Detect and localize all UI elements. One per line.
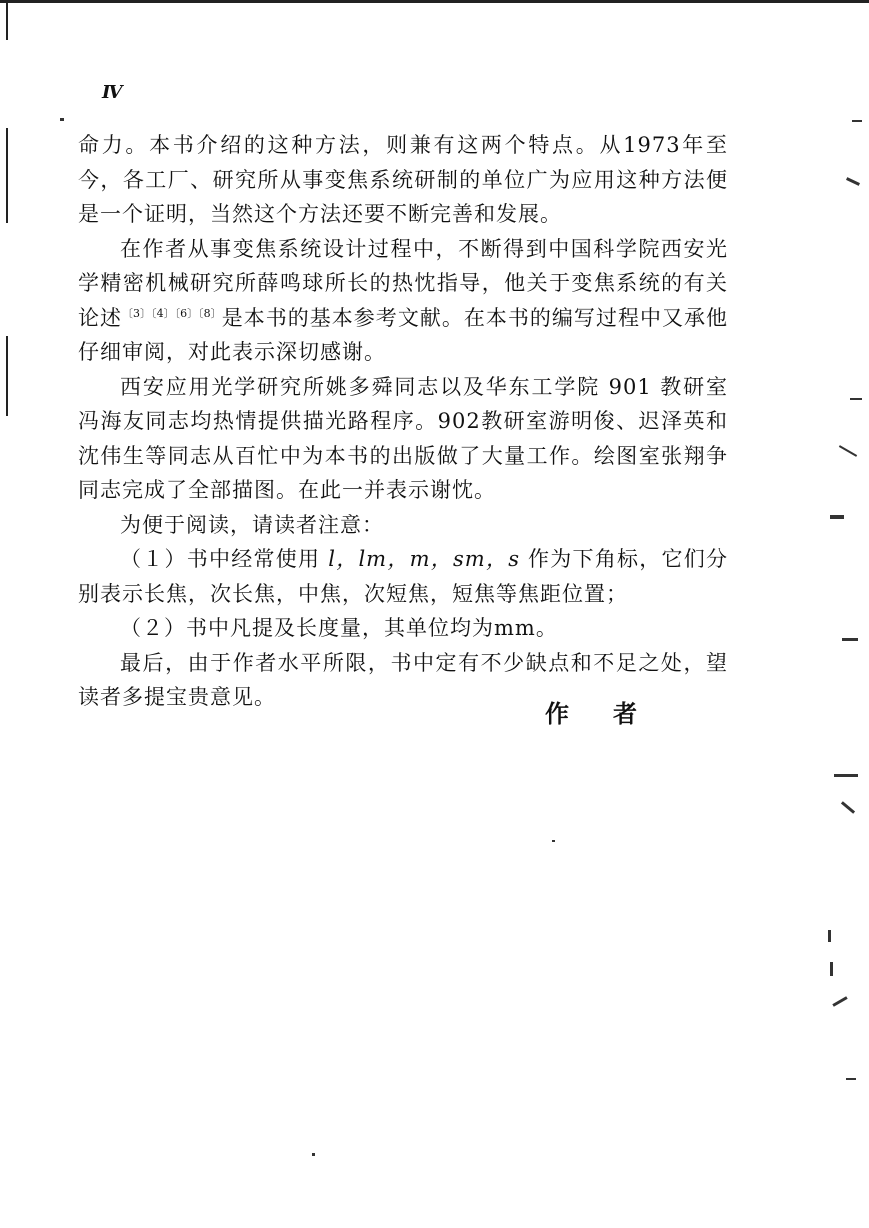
scan-artifact <box>852 120 862 122</box>
notice-item-2: （２）书中凡提及长度量，其单位均为mm。 <box>120 616 558 640</box>
reference-citations: 〔3〕〔4〕〔6〕〔8〕 <box>122 306 222 320</box>
scan-artifact <box>830 962 833 976</box>
scan-artifact <box>830 515 844 519</box>
preface-body <box>78 128 728 715</box>
scan-artifact <box>850 398 862 400</box>
paragraph-reader-notice: 为便于阅读，请读者注意： <box>120 512 384 537</box>
paragraph-text: 作为下角标，它们分别表示长焦，次长焦，中焦，次短焦，短焦等焦距位置； <box>78 547 728 606</box>
scan-margin-line <box>6 336 8 416</box>
scan-artifact <box>312 1153 315 1156</box>
scan-margin-line <box>6 0 8 40</box>
scan-artifact <box>828 930 831 942</box>
scan-artifact <box>846 177 860 186</box>
scan-artifact <box>832 996 847 1007</box>
scan-margin-line <box>6 128 8 223</box>
notice-item-1 <box>78 542 728 611</box>
paragraph-acknowledgement-xue <box>78 232 728 370</box>
scan-artifact <box>841 801 855 814</box>
paragraph-acknowledgement-colleagues: 西安应用光学研究所姚多舜同志以及华东工学院 901 教研室冯海友同志均热情提供描光路程序。902教研室游明俊、迟泽英和沈伟生等同志从百忙中为本书的出版做了大量工作。绘图室张翔争同志完成了全部描图。在此一并表示谢忱。 <box>78 374 728 502</box>
subscript-symbols: l，lm，m，sm，s <box>328 547 521 571</box>
paragraph-closing: 最后，由于作者水平所限，书中定有不少缺点和不足之处，望读者多提宝贵意见。 <box>78 650 728 709</box>
scan-artifact <box>842 638 858 641</box>
scan-artifact <box>552 840 555 842</box>
scan-artifact <box>834 774 858 777</box>
scan-artifact <box>839 445 857 457</box>
page-top-border <box>0 0 869 3</box>
scan-artifact <box>846 1078 856 1080</box>
paragraph-text: 在作者从事变焦系统设计过程中，不断得到中国科学院西安光学精密机械研究所薛鸣球所长的热忱指导，他关于变焦系统的有关论述 <box>78 236 728 330</box>
scan-artifact <box>60 118 64 121</box>
paragraph-text: 是本书的基本参考文献。在本书的编写过程中又承他仔细审阅，对此表示深切感谢。 <box>78 305 729 364</box>
paragraph-continuation: 命力。本书介绍的这种方法，则兼有这两个特点。从1973年至今，各工厂、研究所从事变焦系统研制的单位广为应用这种方法便是一个证明，当然这个方法还要不断完善和发展。 <box>78 133 728 226</box>
paragraph-text: （１）书中经常使用 <box>120 547 329 571</box>
page-number: Ⅳ <box>102 82 123 103</box>
author-signature: 作者 <box>545 699 681 728</box>
